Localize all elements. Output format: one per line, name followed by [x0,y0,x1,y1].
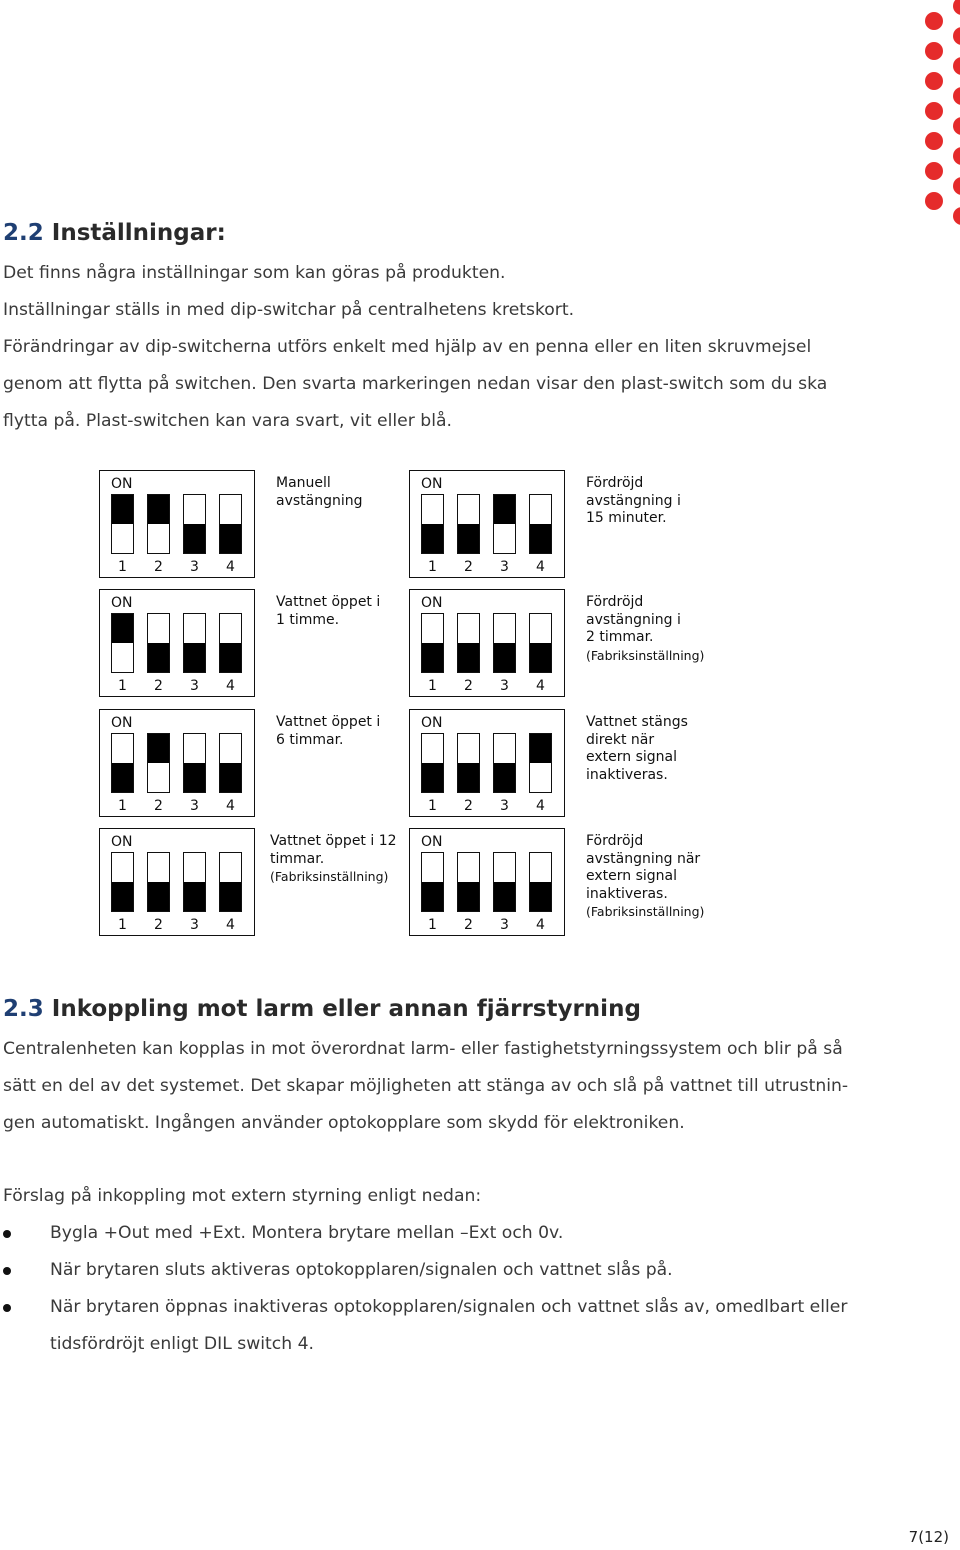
description-line: avstängning [276,492,363,509]
section-2-3-body [3,1031,883,1142]
switch-knob [220,643,241,672]
list-item-text: tidsfördröjt enligt DIL switch 4. [50,1334,315,1354]
switch-number: 2 [464,559,473,575]
bullet-icon [3,1267,11,1275]
dip-switch [219,613,242,673]
list-item [3,1215,903,1252]
description-line: timmar. [270,850,325,867]
switch-number: 1 [118,917,127,933]
factory-setting-note: (Fabriksinställning) [586,647,705,663]
dip-switch [421,613,444,673]
description-line: direkt när [586,731,655,748]
dip-switch-description [276,475,363,510]
switch-number: 2 [464,798,473,814]
switch-number: 2 [464,678,473,694]
on-label: ON [421,834,443,850]
description-line: Vattnet stängs [586,714,688,730]
list-item-text: När brytaren sluts aktiveras optokopplaren/signalen och vattnet slås på. [50,1260,673,1280]
dip-switch [147,494,170,554]
dip-switch-panel [99,470,255,578]
dip-switch [493,733,516,793]
body-line: Centralenheten kan kopplas in mot överordnat larm- eller fastighetstyrningssystem och blir på så [3,1039,843,1059]
switch-knob [112,763,133,792]
switch-knob [148,882,169,911]
body-line: Förändringar av dip-switcherna utförs enkelt med hjälp av en penna eller en liten skruvmejsel [3,337,812,357]
description-line: inaktiveras. [586,766,668,783]
description-line: 6 timmar. [276,731,344,748]
dip-switch-description [276,594,380,629]
description-line: inaktiveras. [586,885,668,902]
dip-switch [493,613,516,673]
on-label: ON [421,715,443,731]
list-item-text: När brytaren öppnas inaktiveras optokopplaren/signalen och vattnet slås av, omedlbart eller [50,1297,848,1317]
dip-switch-panel [409,470,565,578]
section-2-3-intro: Förslag på inkoppling mot extern styrning enligt nedan: [3,1186,482,1206]
dip-switch-panel [409,828,565,936]
dip-switch [183,613,206,673]
switch-number: 1 [428,678,437,694]
switch-number: 1 [118,559,127,575]
dip-switch [529,733,552,793]
switch-number: 4 [536,559,545,575]
description-line: 15 minuter. [586,510,667,526]
factory-setting-note: (Fabriksinställning) [270,869,389,884]
body-line: sätt en del av det systemet. Det skapar möjligheten att stänga av och slå på vattnet till utrustnin- [3,1076,849,1096]
switch-knob [220,882,241,911]
switch-number: 3 [500,559,509,575]
switch-knob [494,882,515,911]
dip-switch [421,852,444,912]
switch-knob [458,524,479,553]
dip-switch [493,852,516,912]
dip-switch [183,494,206,554]
switch-knob [184,882,205,911]
switch-knob [220,524,241,553]
switch-knob [530,734,551,763]
dip-switch [219,852,242,912]
dip-switch [183,733,206,793]
list-item [3,1252,903,1289]
switch-knob [494,763,515,792]
switch-knob [458,763,479,792]
dip-switch [219,733,242,793]
body-line: Inställningar ställs in med dip-switchar på centralhetens kretskort. [3,300,575,320]
switch-number: 4 [536,678,545,694]
switch-number: 4 [536,917,545,933]
description-line: avstängning när [586,850,701,867]
section-2-3-number: 2.3 [3,996,44,1022]
switch-knob [184,524,205,553]
dip-switch [457,733,480,793]
switch-number: 2 [154,559,163,575]
switch-number: 3 [190,559,199,575]
dip-switch [421,733,444,793]
list-item [3,1289,903,1363]
dip-switch [421,494,444,554]
connection-steps-list [3,1215,903,1363]
switch-number: 4 [536,798,545,814]
section-2-2-title: Inställningar: [51,220,226,246]
page-number: 7(12) [908,1528,949,1546]
description-line: Vattnet öppet i 12 [270,833,397,849]
description-line: Fördröjd [586,475,644,491]
body-line: genom att flytta på switchen. Den svarta markeringen nedan visar den plast-switch som du ska [3,374,828,394]
dip-switch [147,613,170,673]
on-label: ON [111,476,133,492]
dip-switch [457,494,480,554]
switch-knob [494,495,515,524]
switch-knob [422,643,443,672]
description-line: 1 timme. [276,611,340,628]
dip-switch [529,494,552,554]
switch-knob [422,763,443,792]
section-2-3-heading [3,996,641,1022]
switch-knob [184,643,205,672]
dip-switch [111,733,134,793]
dip-switch [183,852,206,912]
dip-switch [111,613,134,673]
dip-switch-description [276,714,380,749]
dip-switch-panel [99,709,255,817]
body-line: flytta på. Plast-switchen kan vara svart, vit eller blå. [3,411,452,431]
body-line: Det finns några inställningar som kan göras på produkten. [3,263,506,283]
description-line: extern signal [586,868,677,884]
description-line: avstängning i [586,492,681,509]
dip-switch-description [586,714,688,784]
switch-number: 3 [500,917,509,933]
switch-number: 3 [500,678,509,694]
switch-number: 2 [154,678,163,694]
section-2-2-heading [3,220,226,246]
description-line: extern signal [586,749,677,765]
switch-number: 1 [428,798,437,814]
dip-switch [493,494,516,554]
dip-switch-panel [409,709,565,817]
switch-knob [184,763,205,792]
switch-number: 2 [464,917,473,933]
factory-setting-note: (Fabriksinställning) [586,904,705,919]
description-line: Fördröjd [586,833,644,849]
switch-knob [148,495,169,524]
on-label: ON [111,834,133,850]
bullet-icon [3,1304,11,1312]
switch-number: 4 [226,917,235,933]
switch-knob [458,643,479,672]
dip-switch-panel [99,589,255,697]
dip-switch-description [270,833,397,886]
switch-knob [112,614,133,643]
list-item-text: Bygla +Out med +Ext. Montera brytare mellan –Ext och 0v. [50,1223,564,1243]
bullet-icon [3,1230,11,1238]
switch-number: 1 [118,798,127,814]
on-label: ON [111,715,133,731]
dip-switch [111,852,134,912]
description-line: avstängning i [586,611,681,628]
description-line: Manuell [276,475,331,491]
on-label: ON [421,595,443,611]
switch-number: 4 [226,798,235,814]
on-label: ON [421,476,443,492]
dip-switch-description [586,833,704,921]
body-line: gen automatiskt. Ingången använder optokopplare som skydd för elektroniken. [3,1113,685,1133]
switch-knob [530,524,551,553]
description-line: Fördröjd [586,594,644,610]
switch-number: 2 [154,917,163,933]
switch-number: 2 [154,798,163,814]
switch-number: 3 [190,678,199,694]
switch-knob [458,882,479,911]
description-line: 2 timmar. [586,629,654,645]
dip-switch [219,494,242,554]
switch-number: 4 [226,559,235,575]
dip-switch [111,494,134,554]
section-2-2-number: 2.2 [3,220,44,246]
switch-knob [422,524,443,553]
switch-knob [112,495,133,524]
section-2-2-body [3,255,843,440]
switch-knob [220,763,241,792]
decorative-dot-pattern [900,0,960,230]
switch-knob [112,882,133,911]
switch-knob [530,643,551,672]
dip-switch [529,613,552,673]
switch-number: 1 [118,678,127,694]
switch-knob [494,643,515,672]
dip-switch [147,733,170,793]
switch-number: 3 [500,798,509,814]
description-line: Vattnet öppet i [276,714,381,730]
dip-switch-panel [99,828,255,936]
switch-knob [148,734,169,763]
dip-switch [457,613,480,673]
switch-knob [422,882,443,911]
dip-switch-panel [409,589,565,697]
section-2-3-title: Inkoppling mot larm eller annan fjärrstyrning [51,996,641,1022]
switch-knob [530,882,551,911]
switch-knob [148,643,169,672]
dip-switch [529,852,552,912]
dip-switch [147,852,170,912]
switch-number: 1 [428,917,437,933]
on-label: ON [111,595,133,611]
dip-switch-description [586,475,681,528]
switch-number: 4 [226,678,235,694]
switch-number: 3 [190,917,199,933]
description-line: Vattnet öppet i [276,594,381,610]
switch-number: 1 [428,559,437,575]
switch-number: 3 [190,798,199,814]
dip-switch [457,852,480,912]
dip-switch-description [586,594,704,664]
